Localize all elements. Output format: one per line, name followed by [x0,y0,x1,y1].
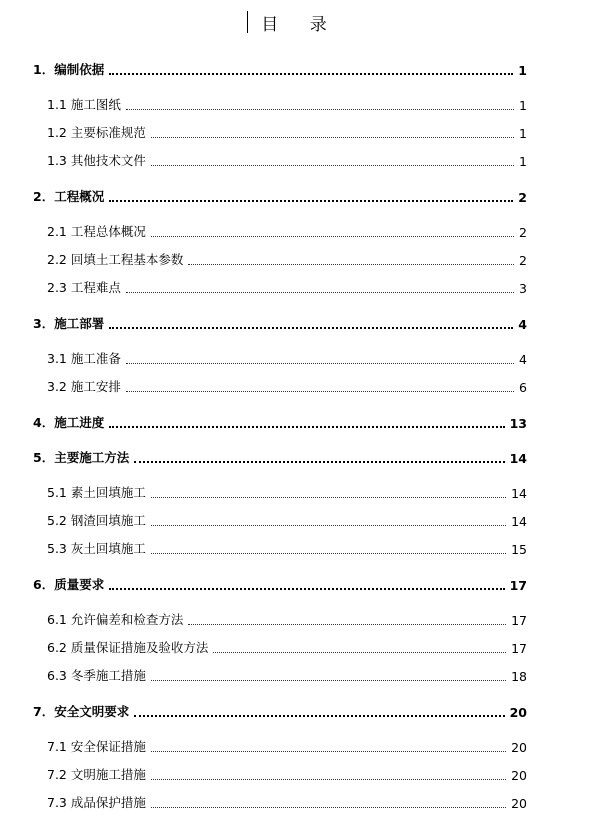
toc-section-5[interactable] [33,450,527,466]
toc-item-label: 5.1 素土回填施工 [47,485,146,500]
toc-section-3[interactable] [33,316,527,332]
toc-page-number: 14 [511,514,527,529]
dot-leader [151,525,506,526]
toc-item-1-1[interactable] [47,97,527,113]
toc-page-number: 2 [518,190,527,205]
dot-leader [151,680,506,681]
dot-leader [134,461,504,463]
toc-item-label: 6.2 质量保证措施及验收方法 [47,640,209,655]
dot-leader [126,391,514,392]
toc-page-number: 2 [519,253,527,268]
toc-page-number: 3 [519,281,527,296]
toc-section-label: 5．主要施工方法 [33,450,130,465]
dot-leader [151,807,506,808]
toc-item-label: 3.2 施工安排 [47,379,121,394]
dot-leader [151,165,514,166]
toc-section-label: 3．施工部署 [33,316,105,331]
toc-item-label: 2.1 工程总体概况 [47,224,146,239]
dot-leader [126,363,514,364]
dot-leader [151,137,514,138]
toc-item-label: 2.3 工程难点 [47,280,121,295]
dot-leader [188,264,514,265]
toc-page-number: 17 [509,578,527,593]
page-title [0,10,590,35]
dot-leader [151,779,506,780]
toc-item-5-3[interactable] [47,541,527,557]
toc-page-number: 1 [519,154,527,169]
toc-section-1[interactable] [33,62,527,78]
toc-page-number: 14 [509,451,527,466]
toc-item-label: 2.2 回填土工程基本参数 [47,252,184,267]
toc-item-6-3[interactable] [47,668,527,684]
toc-item-label: 6.1 允许偏差和检查方法 [47,612,184,627]
dot-leader [109,200,513,202]
toc-item-label: 5.2 钢渣回填施工 [47,513,146,528]
toc-page-number: 1 [518,63,527,78]
toc-item-label: 7.3 成品保护措施 [47,795,146,810]
toc-item-label: 1.1 施工图纸 [47,97,121,112]
toc-item-7-1[interactable] [47,739,527,755]
toc-page-number: 4 [519,352,527,367]
toc-item-6-2[interactable] [47,640,527,656]
dot-leader [151,236,514,237]
toc-item-2-1[interactable] [47,224,527,240]
dot-leader [151,497,506,498]
toc-item-6-1[interactable] [47,612,527,628]
toc-page-number: 6 [519,380,527,395]
toc-page-number: 14 [511,486,527,501]
toc-section-7[interactable] [33,704,527,720]
dot-leader [151,553,506,554]
toc-item-1-3[interactable] [47,153,527,169]
dot-leader [213,652,506,653]
toc-page-number: 20 [511,740,527,755]
toc-item-7-3[interactable] [47,795,527,811]
toc-item-label: 5.3 灰土回填施工 [47,541,146,556]
toc-item-label: 1.3 其他技术文件 [47,153,146,168]
toc-section-label: 1．编制依据 [33,62,105,77]
toc-page-number: 17 [511,641,527,656]
toc-page-number: 18 [511,669,527,684]
toc-item-label: 6.3 冬季施工措施 [47,668,146,683]
toc-section-4[interactable] [33,415,527,431]
dot-leader [126,292,514,293]
dot-leader [109,73,513,75]
dot-leader [109,588,504,590]
dot-leader [151,751,506,752]
dot-leader [188,624,506,625]
toc-item-3-1[interactable] [47,351,527,367]
dot-leader [109,327,513,329]
toc-item-label: 3.1 施工准备 [47,351,121,366]
toc-section-label: 4．施工进度 [33,415,105,430]
toc-section-6[interactable] [33,577,527,593]
toc-item-label: 7.2 文明施工措施 [47,767,146,782]
toc-section-2[interactable] [33,189,527,205]
toc-page-number: 20 [511,796,527,811]
dot-leader [126,109,514,110]
toc-item-3-2[interactable] [47,379,527,395]
toc-item-1-2[interactable] [47,125,527,141]
toc-section-label: 7．安全文明要求 [33,704,130,719]
toc-page-number: 13 [509,416,527,431]
toc-page-number: 1 [519,126,527,141]
toc-page-number: 15 [511,542,527,557]
toc-section-label: 2．工程概况 [33,189,105,204]
toc-page-number: 1 [519,98,527,113]
toc-item-5-2[interactable] [47,513,527,529]
toc-page-number: 20 [511,768,527,783]
toc-item-label: 7.1 安全保证措施 [47,739,146,754]
toc-page-number: 20 [509,705,527,720]
toc-item-5-1[interactable] [47,485,527,501]
toc-page-number: 17 [511,613,527,628]
toc-section-label: 6．质量要求 [33,577,105,592]
toc-item-2-3[interactable] [47,280,527,296]
toc-item-2-2[interactable] [47,252,527,268]
dot-leader [134,715,504,717]
toc-page-number: 2 [519,225,527,240]
toc-page-number: 4 [518,317,527,332]
toc-item-7-2[interactable] [47,767,527,783]
toc-title: 目 录 [261,15,329,35]
toc-item-label: 1.2 主要标准规范 [47,125,146,140]
dot-leader [109,426,504,428]
